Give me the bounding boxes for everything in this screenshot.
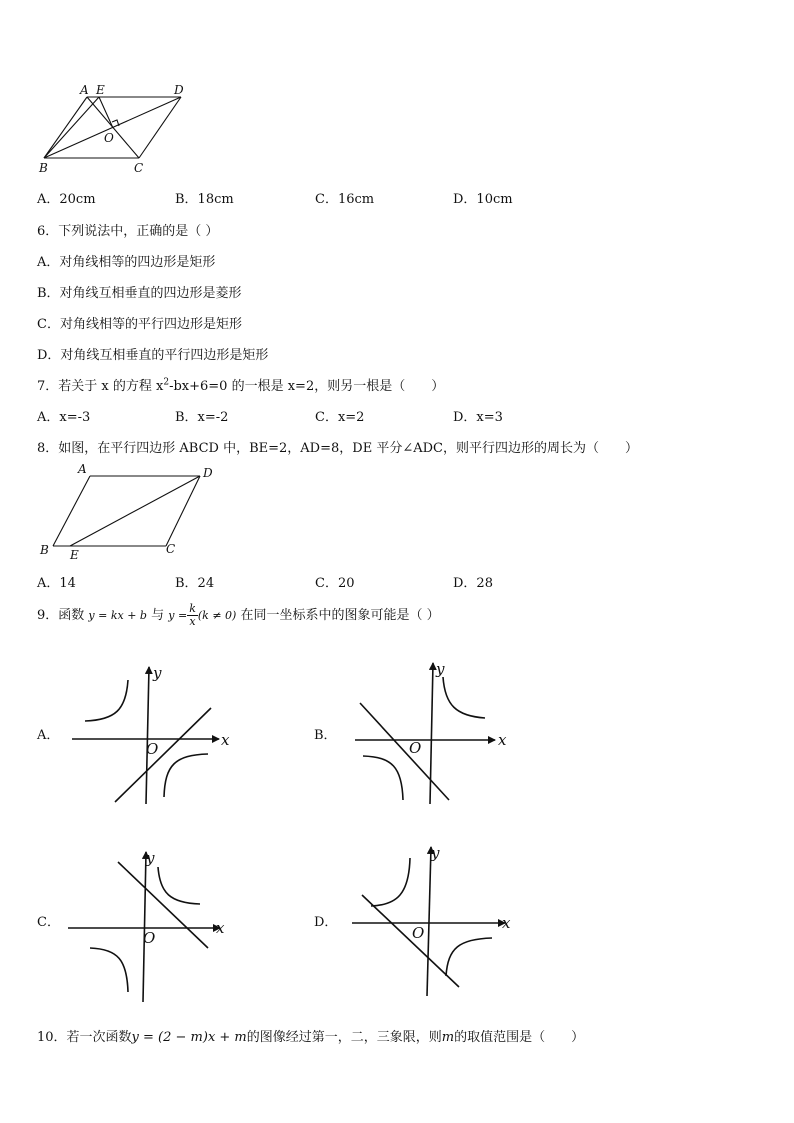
q8-option-d: D．28 [453, 576, 493, 591]
q6-option-b: B．对角线互相垂直的四边形是菱形 [37, 286, 242, 301]
q8-label-e: E [70, 548, 79, 562]
q9-option-c: C． [37, 915, 60, 930]
q9-graph-c [68, 852, 220, 1002]
q9-c-x-label: x [216, 919, 225, 937]
q6-option-a: A．对角线相等的四边形是矩形 [37, 255, 216, 270]
q7-option-b: B．x=-2 [175, 410, 229, 425]
q5-label-c: C [134, 161, 144, 175]
q10-var: m [441, 1030, 455, 1045]
q9-frac-num: k [189, 602, 196, 615]
q5-option-d: D．10cm [453, 192, 513, 207]
q9-frac-den: x [189, 615, 196, 628]
q9-d-y-label: y [431, 844, 440, 862]
q9-stem-post: 在同一坐标系中的图象可能是（ ） [240, 608, 440, 623]
q9-b-origin: O [409, 739, 422, 757]
q5-option-b: B．18cm [175, 192, 234, 207]
q8-label-a: A [78, 462, 87, 476]
q9-formula-lhs: y = [168, 609, 188, 622]
q7-option-c: C．x=2 [315, 410, 365, 425]
q10-stem-pre: 10．若一次函数 [37, 1030, 132, 1045]
q5-option-a: A．20cm [37, 192, 96, 207]
q9-b-y-label: y [436, 660, 445, 678]
q8-stem: 8．如图，在平行四边形 ABCD 中，BE=2，AD=8，DE 平分∠ADC，则平行四边形的周长为（ ） [37, 441, 638, 456]
q5-option-c: C．16cm [315, 192, 375, 207]
q9-b-x-label: x [498, 731, 507, 749]
q7-option-a: A．x=-3 [37, 410, 91, 425]
q9-option-a: A． [37, 728, 60, 743]
q8-option-a: A．14 [37, 576, 76, 591]
q9-a-origin: O [146, 740, 159, 758]
q10-stem [37, 1026, 584, 1045]
q9-d-x-label: x [502, 914, 511, 932]
q5-label-a: A [80, 83, 89, 97]
q5-label-e: E [96, 83, 105, 97]
q5-label-d: D [174, 83, 184, 97]
q5-label-o: O [104, 131, 114, 145]
q8-option-b: B．24 [175, 576, 215, 591]
q9-graph-a [72, 667, 219, 804]
q6-stem: 6．下列说法中，正确的是（ ） [37, 224, 219, 239]
q9-formula-linear: y = kx + b [88, 609, 147, 622]
q9-a-y-label: y [153, 664, 162, 682]
q7-stem-post: -bx+6=0 的一根是 x=2，则另一根是（ ） [169, 379, 445, 394]
q9-stem-pre: 9．函数 [37, 608, 85, 623]
q9-formula-cond: (k ≠ 0) [197, 609, 237, 622]
q9-a-x-label: x [221, 731, 230, 749]
q9-graph-d [352, 847, 505, 996]
q10-formula: y = (2 − m)x + m [131, 1030, 247, 1045]
q6-option-c: C．对角线相等的平行四边形是矩形 [37, 317, 242, 332]
q6-option-d: D．对角线互相垂直的平行四边形是矩形 [37, 348, 269, 363]
q9-c-y-label: y [146, 849, 155, 867]
q9-stem-mid: 与 [151, 608, 165, 623]
q8-label-c: C [166, 542, 176, 556]
q9-option-d: D． [314, 915, 338, 930]
q9-c-origin: O [143, 929, 156, 947]
q8-label-d: D [203, 466, 213, 480]
q10-stem-post: 的取值范围是（ ） [454, 1030, 585, 1045]
q7-stem-pre: 7．若关于 x 的方程 x [37, 379, 164, 394]
q5-label-b: B [39, 161, 48, 175]
q9-d-origin: O [412, 924, 425, 942]
q10-stem-mid: 的图像经过第一，二，三象限，则 [246, 1030, 442, 1045]
q8-label-b: B [40, 543, 49, 557]
q9-option-b: B． [314, 728, 337, 743]
q7-option-d: D．x=3 [453, 410, 503, 425]
q7-stem-sup: 2 [163, 377, 170, 388]
q9-graph-b [355, 663, 495, 804]
q8-option-c: C．20 [315, 576, 355, 591]
